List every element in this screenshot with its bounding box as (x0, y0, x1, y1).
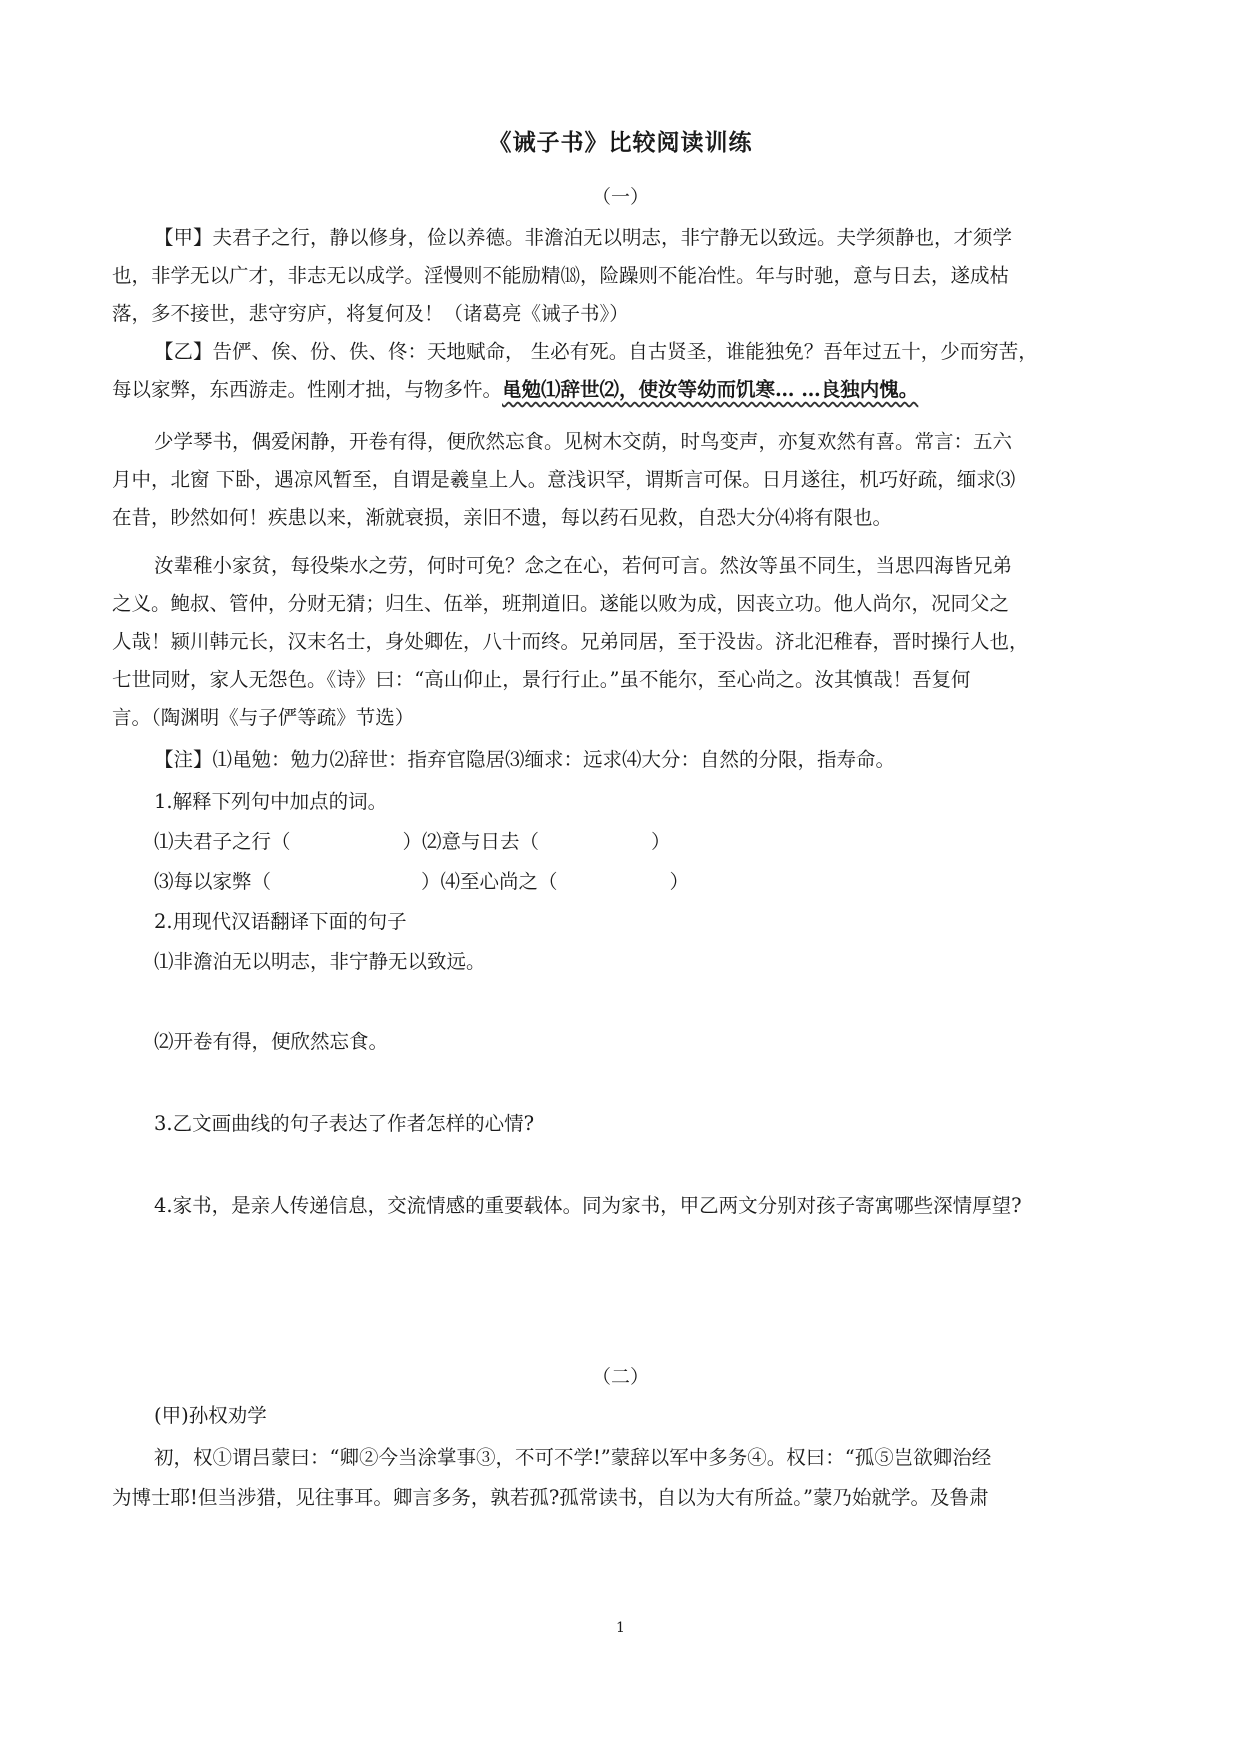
question-1-row-a (154, 830, 1132, 854)
section-one-heading: （一） (591, 186, 649, 208)
section-two-passage-title: (甲)孙权劝学 (154, 1404, 267, 1427)
jia-line-3: 落，多不接世，悲守穷庐，将复何及！（诸葛亮《诫子书》） (112, 302, 629, 325)
section-two-heading: （二） (591, 1366, 649, 1388)
wavy-underlined-sentence: 黾勉⑴辞世⑵，使汝等幼而饥寒… …良独内愧。 (502, 378, 919, 401)
yi-para2-line-2: 月中，北窗 下卧，遇凉风暂至，自谓是羲皇上人。意浅识罕，谓斯言可保。日月遂往，机巧好疏，缅求⑶ (112, 468, 1016, 491)
yi-para3-line-1: 汝辈稚小家贫，每役柴水之劳，何时可免？念之在心，若何可言。然汝等虽不同生，当思四海皆兄弟 (154, 554, 1013, 577)
jia-line-2: 也，非学无以广才，非志无以成学。淫慢则不能励精⒅，险躁则不能冶性。年与时驰，意与日去，遂成枯 (112, 264, 1010, 287)
page-title: 《诫子书》比较阅读训练 (488, 130, 753, 156)
question-1: 1.解释下列句中加点的词。 (154, 790, 388, 813)
yi-line-1: 【乙】告俨、俟、份、佚、佟：天地赋命， 生必有死。自古贤圣，谁能独免？吾年过五十，少而穷苦， (154, 340, 1038, 363)
yi-para3-line-5: 言。（陶渊明《与子俨等疏》节选） (112, 706, 415, 729)
section-two-line-1: 初，权①谓吕蒙曰：“卿②今当涂掌事③，不可不学!”蒙辞以军中多务④。权曰：“孤⑤岂欲卿治经 (154, 1446, 992, 1469)
question-1-row-b (154, 870, 1132, 894)
question-3: 3.乙文画曲线的句子表达了作者怎样的心情? (154, 1112, 535, 1135)
question-2: 2.用现代汉语翻译下面的句子 (154, 910, 407, 933)
question-2-sentence-2: ⑵开卷有得，便欣然忘食。 (154, 1030, 389, 1053)
yi-para3-line-4: 七世同财，家人无怨色。《诗》曰：“高山仰止，景行行止。”虽不能尔，至心尚之。汝其慎哉！吾复何 (112, 668, 971, 691)
yi-line-2-text: 每以家弊，东西游走。性刚才拙，与物多忤。 (112, 378, 503, 401)
yi-para3-line-3: 人哉！颍川韩元长，汉末名士，身处卿佐，八十而终。兄弟同居，至于没齿。济北汜稚春，晋时操行人也， (112, 630, 1029, 653)
q1-item-2-close: ） (651, 830, 671, 853)
page-number: 1 (616, 1620, 625, 1636)
question-4: 4.家书，是亲人传递信息，交流情感的重要载体。同为家书，甲乙两文分别对孩子寄寓哪些深情厚望? (154, 1194, 1022, 1217)
section-two-line-2: 为博士耶!但当涉猎，见往事耳。卿言多务，孰若孤?孤常读书，自以为大有所益。”蒙乃始就学。及鲁肃 (112, 1486, 989, 1509)
question-2-sentence-1: ⑴非澹泊无以明志，非宁静无以致远。 (154, 950, 486, 973)
yi-line-2 (112, 378, 1132, 402)
q1-item-1: ⑴夫君子之行（ (154, 830, 291, 853)
yi-para3-line-2: 之义。鲍叔、管仲，分财无猜；归生、伍举，班荆道旧。遂能以败为成，因丧立功。他人尚尔，况同父之 (112, 592, 1010, 615)
jia-line-1: 【甲】夫君子之行，静以修身，俭以养德。非澹泊无以明志，非宁静无以致远。夫学须静也，才须学 (154, 226, 1013, 249)
q1-item-2: ）⑵意与日去（ (402, 830, 540, 853)
q1-item-3: ⑶每以家弊（ (154, 870, 272, 893)
annotation-note: 【注】⑴黾勉：勉力⑵辞世：指弃官隐居⑶缅求：远求⑷大分：自然的分限，指寿命。 (154, 748, 896, 771)
q1-item-4: ）⑷至心尚之（ (421, 870, 558, 893)
yi-para2-line-1: 少学琴书，偶爱闲静，开卷有得，便欣然忘食。见树木交荫，时鸟变声，亦复欢然有喜。常言：五六 (154, 430, 1013, 453)
yi-para2-line-3: 在昔，眇然如何！疾患以来，渐就衰损，亲旧不遗，每以药石见救，自恐大分⑷将有限也。 (112, 506, 893, 529)
q1-item-4-close: ） (669, 870, 690, 893)
